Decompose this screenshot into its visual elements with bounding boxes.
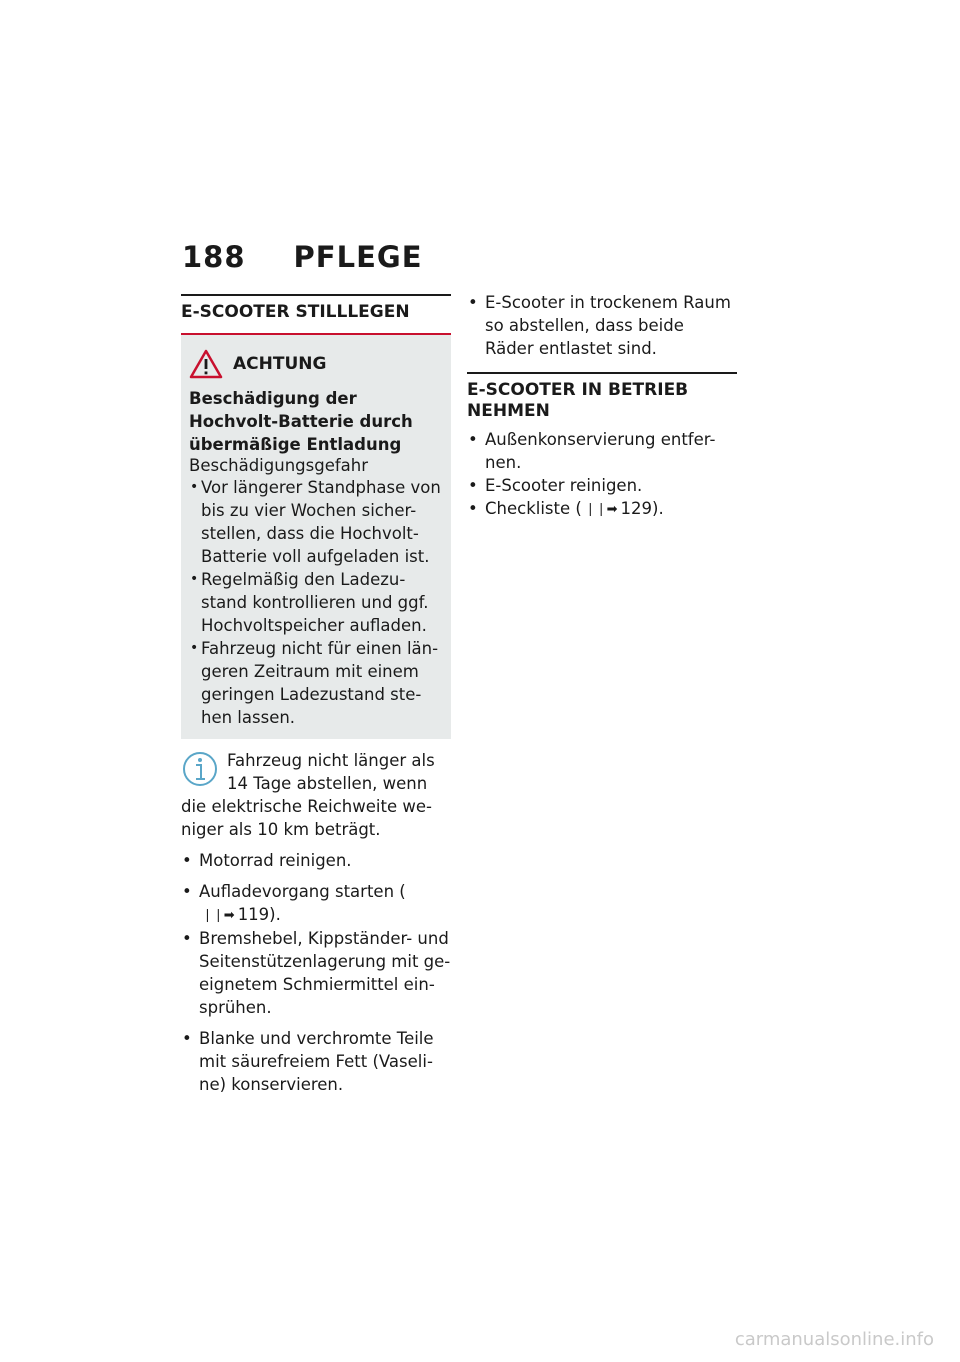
info-icon xyxy=(181,749,219,789)
list-item: • Regelmäßig den Ladezu-stand kontrollieren und ggf. Hochvoltspeicher aufladen. xyxy=(189,568,443,637)
warning-label: ACHTUNG xyxy=(233,354,327,374)
list-item: • Blanke und verchromte Teile mit säurefreiem Fett (Vaseli-ne) konservieren. xyxy=(181,1027,451,1096)
section-title-betrieb: E-SCOOTER IN BETRIEB NEHMEN xyxy=(467,372,737,432)
betrieb-list xyxy=(467,428,737,521)
page-number: 188 xyxy=(182,240,246,274)
info-note xyxy=(181,749,451,841)
right-column xyxy=(467,291,737,521)
list-item xyxy=(467,497,737,521)
chapter-title: PFLEGE xyxy=(293,240,423,274)
info-text: Fahrzeug nicht länger als 14 Tage abstellen, wenn die elektrische Reichweite we-niger als 10 km beträgt. xyxy=(181,751,435,839)
steps-list-continued xyxy=(467,291,737,360)
warning-heading: Beschädigung der Hochvolt-Batterie durch übermäßige Entladung xyxy=(189,389,413,454)
list-item: • Fahrzeug nicht für einen län-geren Zeitraum mit einem geringen Ladezustand ste-hen lassen. xyxy=(189,637,443,729)
list-item: • E-Scooter reinigen. xyxy=(467,474,737,497)
reference-arrow-icon[interactable]: ❘❘➡ xyxy=(584,502,618,517)
left-column xyxy=(181,294,451,1096)
list-item: • Außenkonservierung entfer-nen. xyxy=(467,428,737,474)
warning-head xyxy=(189,349,443,379)
steps-list xyxy=(181,849,451,1096)
page-header xyxy=(182,240,423,274)
step-text: Aufladevorgang starten ( xyxy=(199,882,406,901)
list-item xyxy=(181,880,451,927)
list-item: • Bremshebel, Kippständer- und Seitenstützenlagerung mit ge-eignetem Schmiermittel ein-sprühen. xyxy=(181,927,451,1019)
list-item: • E-Scooter in trockenem Raum so abstellen, dass beide Räder entlastet sind. xyxy=(467,291,737,360)
list-item: • Vor längerer Standphase von bis zu vier Wochen sicher-stellen, dass die Hochvolt-Batterie voll aufgeladen ist. xyxy=(189,476,443,568)
list-item: • Motorrad reinigen. xyxy=(181,849,451,872)
warning-subheading: Beschädigungsgefahr xyxy=(189,456,369,475)
section-title-stilllegen: E-SCOOTER STILLLEGEN xyxy=(181,294,451,335)
reference-arrow-icon[interactable]: ❘❘➡ xyxy=(202,908,235,923)
warning-list xyxy=(189,476,443,729)
step-text: Checkliste ( xyxy=(485,499,582,518)
warning-triangle-icon xyxy=(189,349,223,379)
page-reference[interactable]: 129). xyxy=(620,499,664,518)
page-reference[interactable]: 119). xyxy=(237,905,281,924)
watermark: carmanualsonline.info xyxy=(734,1329,934,1350)
warning-box xyxy=(181,335,451,739)
